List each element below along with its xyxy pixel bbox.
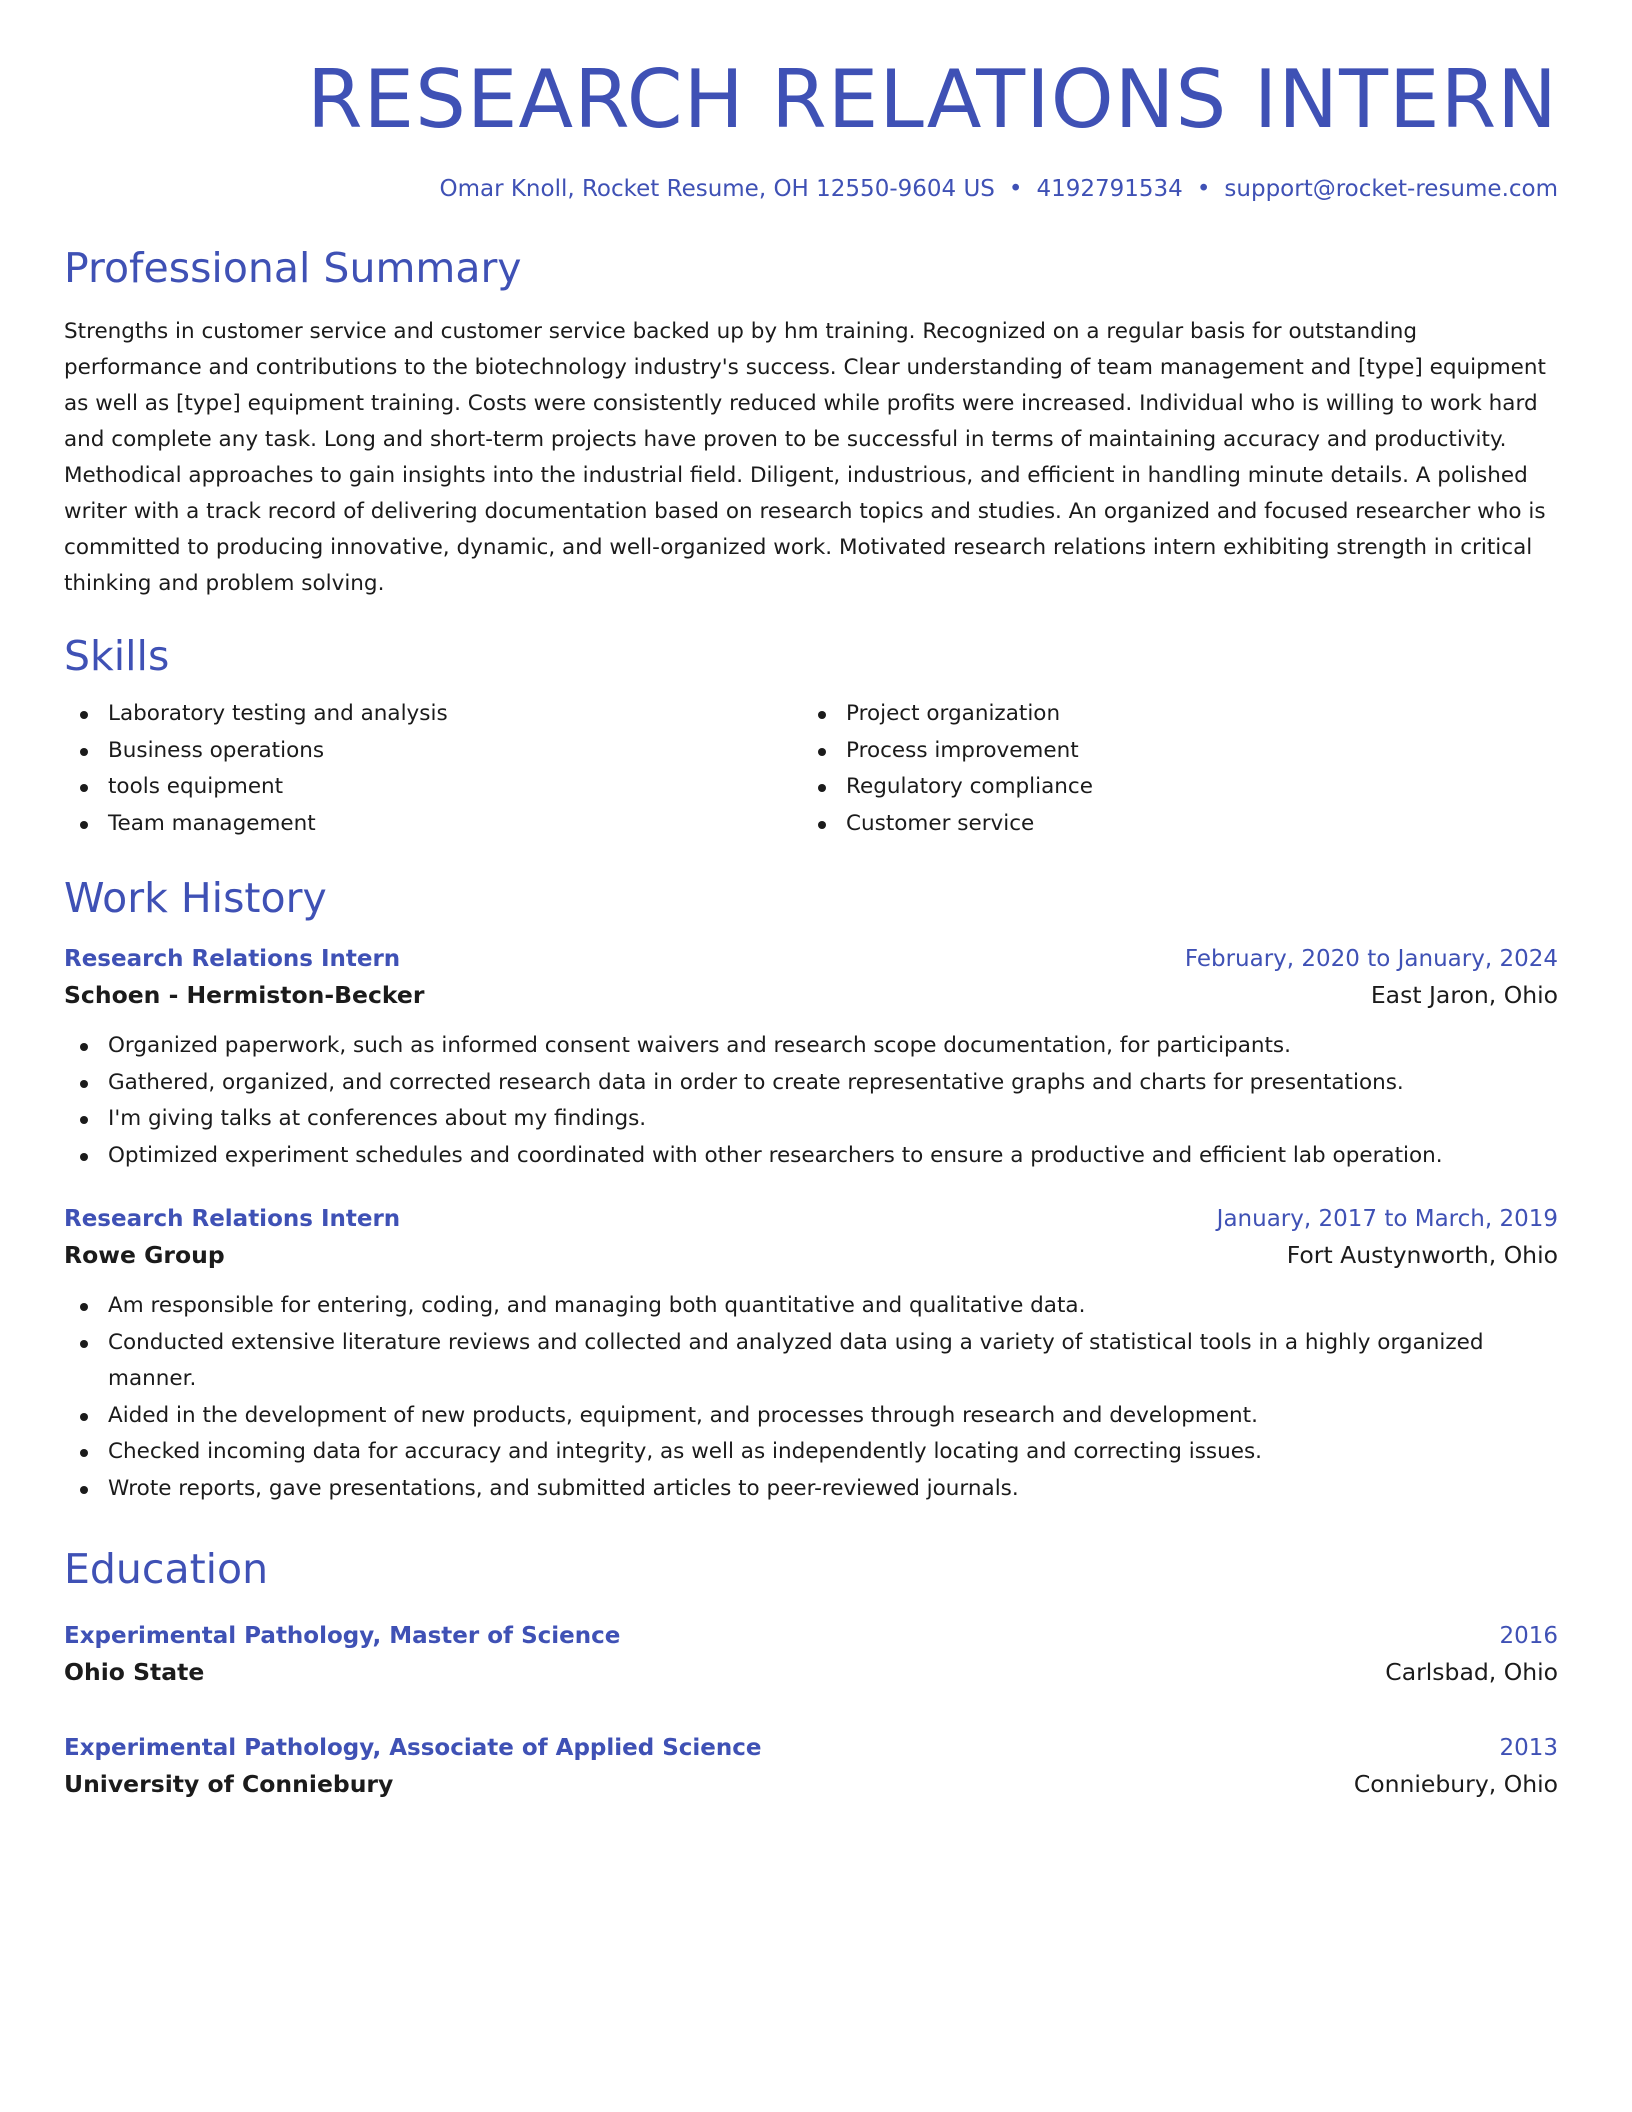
work-history-section	[64, 872, 1558, 1507]
skill-item: Project organization	[802, 696, 1540, 733]
contact-address: Omar Knoll, Rocket Resume, OH 12550-9604 US	[439, 176, 995, 202]
job-location: Fort Austynworth, Ohio	[1286, 1241, 1558, 1269]
education-school-row	[64, 1653, 1558, 1691]
skills-section	[64, 630, 1558, 842]
education-degree-row	[64, 1731, 1558, 1765]
job-entry	[64, 1202, 1558, 1507]
education-degree: Experimental Pathology, Master of Science	[64, 1623, 621, 1649]
job-bullet: Conducted extensive literature reviews and collected and analyzed data using a variety of statistical tools in a highly organized manner.	[64, 1325, 1558, 1398]
job-bullet: Am responsible for entering, coding, and managing both quantitative and qualitative data.	[64, 1288, 1558, 1325]
resume-page	[64, 0, 1558, 1803]
work-history-heading: Work History	[64, 874, 327, 922]
job-bullet: Gathered, organized, and corrected research data in order to create representative graphs and charts for presentations.	[64, 1065, 1558, 1102]
skill-item: Team management	[64, 806, 802, 843]
job-title-row	[64, 1202, 1558, 1236]
job-title: Research Relations Intern	[64, 946, 401, 972]
job-bullet: I'm giving talks at conferences about my findings.	[64, 1101, 1558, 1138]
job-dates: February, 2020 to January, 2024	[1184, 946, 1558, 972]
skills-grid	[64, 696, 1558, 842]
job-title-row	[64, 942, 1558, 976]
contact-separator: •	[1196, 176, 1211, 202]
resume-header	[64, 0, 1558, 204]
summary-text: Strengths in customer service and customer service backed up by hm training. Recognized on a regular basis for outstanding performance and contributions to the biotechnology industry's success. Clear understanding of team management and [type] equipment as well as [type] equipment training. Costs were consistently reduced while profits were increased. Individual who is willing to work hard and complete any task. Long and short-term projects have proven to be successful in terms of maintaining accuracy and productivity. Methodical approaches to gain insights into the industrial field. Diligent, industrious, and efficient in handling minute details. A polished writer with a track record of delivering documentation based on research topics and studies. An organized and focused researcher who is committed to producing innovative, dynamic, and well-organized work. Motivated research relations intern exhibiting strength in critical thinking and problem solving.	[64, 319, 1546, 596]
skills-column-left	[64, 696, 802, 842]
job-company-row	[64, 976, 1558, 1014]
job-bullet: Optimized experiment schedules and coordinated with other researchers to ensure a productive and efficient lab operation.	[64, 1138, 1558, 1175]
skill-item: Laboratory testing and analysis	[64, 696, 802, 733]
job-bullets	[64, 1288, 1558, 1507]
education-location: Conniebury, Ohio	[1353, 1770, 1558, 1798]
contact-email: support@rocket-resume.com	[1224, 176, 1558, 202]
education-heading: Education	[64, 1545, 269, 1593]
education-school: Ohio State	[64, 1658, 205, 1686]
job-company: Schoen - Hermiston-Becker	[64, 981, 425, 1009]
job-company-row	[64, 1236, 1558, 1274]
contact-separator: •	[1008, 176, 1023, 202]
skills-heading: Skills	[64, 632, 170, 680]
education-year: 2013	[1499, 1735, 1558, 1761]
education-section	[64, 1543, 1558, 1803]
skill-item: Process improvement	[802, 733, 1540, 770]
job-location: East Jaron, Ohio	[1370, 981, 1558, 1009]
contact-phone: 4192791534	[1036, 176, 1183, 202]
skill-item: tools equipment	[64, 769, 802, 806]
education-school-row	[64, 1765, 1558, 1803]
job-bullets	[64, 1028, 1558, 1174]
job-entry	[64, 942, 1558, 1174]
education-entry	[64, 1619, 1558, 1691]
education-school: University of Conniebury	[64, 1770, 394, 1798]
resume-title: RESEARCH RELATIONS INTERN	[306, 53, 1558, 146]
education-year: 2016	[1499, 1623, 1558, 1649]
job-company: Rowe Group	[64, 1241, 225, 1269]
skill-item: Customer service	[802, 806, 1540, 843]
job-bullet: Aided in the development of new products, equipment, and processes through research and development.	[64, 1398, 1558, 1435]
job-dates: January, 2017 to March, 2019	[1216, 1206, 1558, 1232]
summary-section	[64, 242, 1558, 602]
contact-line	[64, 174, 1558, 204]
skill-item: Regulatory compliance	[802, 769, 1540, 806]
skills-column-right	[802, 696, 1540, 842]
job-bullet: Wrote reports, gave presentations, and submitted articles to peer-reviewed journals.	[64, 1471, 1558, 1508]
job-bullet: Organized paperwork, such as informed consent waivers and research scope documentation, for participants.	[64, 1028, 1558, 1065]
education-entry	[64, 1731, 1558, 1803]
education-degree: Experimental Pathology, Associate of Applied Science	[64, 1735, 762, 1761]
job-bullet: Checked incoming data for accuracy and integrity, as well as independently locating and correcting issues.	[64, 1434, 1558, 1471]
education-degree-row	[64, 1619, 1558, 1653]
education-location: Carlsbad, Ohio	[1385, 1658, 1558, 1686]
skill-item: Business operations	[64, 733, 802, 770]
summary-heading: Professional Summary	[64, 244, 522, 292]
job-title: Research Relations Intern	[64, 1206, 401, 1232]
